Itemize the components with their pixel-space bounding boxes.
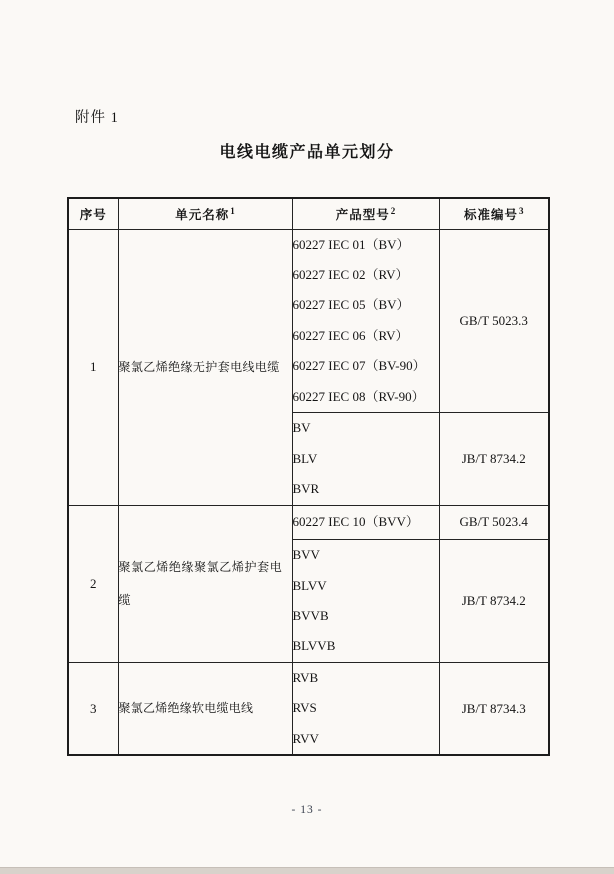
serial-number-cell: 2	[68, 505, 118, 662]
standard-number-cell: JB/T 8734.2	[439, 539, 549, 662]
standard-number-cell: GB/T 5023.3	[439, 229, 549, 412]
standard-number-cell: JB/T 8734.2	[439, 412, 549, 505]
unit-name-cell: 聚氯乙烯绝缘无护套电线电缆	[118, 229, 292, 505]
table-row	[68, 662, 549, 755]
product-model: BVR	[292, 481, 320, 497]
product-model: 60227 IEC 10（BVV）	[292, 514, 419, 530]
table-row	[68, 229, 549, 412]
column-header-unit-name	[118, 198, 292, 229]
header-footnote-ref: 2	[390, 205, 396, 216]
header-footnote-ref: 3	[519, 205, 524, 216]
product-model: 60227 IEC 05（BV）	[292, 297, 410, 313]
product-model: RVS	[292, 700, 317, 716]
product-models-cell	[292, 539, 439, 662]
standard-number-cell: JB/T 8734.3	[439, 662, 549, 755]
unit-name-cell: 聚氯乙烯绝缘聚氯乙烯护套电缆	[118, 505, 292, 662]
product-model: 60227 IEC 02（RV）	[292, 266, 409, 282]
header-label: 标准编号	[463, 207, 518, 222]
serial-number-cell: 1	[68, 229, 118, 505]
header-label: 单元名称	[175, 207, 230, 222]
attachment-label: 附件 1	[75, 110, 119, 126]
product-model: BLVV	[292, 577, 327, 593]
product-model: RVB	[292, 669, 319, 685]
document-title: 电线电缆产品单元划分	[219, 144, 395, 161]
product-model: 60227 IEC 08（RV-90）	[292, 388, 425, 404]
product-model: BLVVB	[292, 638, 336, 654]
table-row	[68, 505, 549, 539]
standard-number-cell: GB/T 5023.4	[439, 505, 549, 539]
product-model: BLV	[292, 450, 318, 466]
product-models-cell	[292, 412, 439, 505]
column-header-standard-no	[439, 198, 549, 229]
product-model: 60227 IEC 06（RV）	[292, 327, 409, 343]
product-model: 60227 IEC 01（BV）	[292, 236, 410, 252]
product-model: BVV	[292, 547, 320, 563]
product-model: BV	[292, 420, 311, 436]
serial-number-cell: 3	[68, 662, 118, 755]
product-unit-table	[67, 197, 550, 756]
product-model: 60227 IEC 07（BV-90）	[292, 358, 426, 374]
column-header-no	[68, 198, 118, 229]
header-label: 序号	[79, 207, 107, 222]
product-models-cell	[292, 505, 439, 539]
column-header-product-model	[292, 198, 439, 229]
header-footnote-ref: 1	[230, 205, 235, 216]
page-number: - 13 -	[291, 804, 323, 816]
header-label: 产品型号	[335, 207, 390, 222]
table-header-row	[68, 198, 549, 229]
unit-name-cell: 聚氯乙烯绝缘软电缆电线	[118, 662, 292, 755]
product-models-cell	[292, 229, 439, 412]
product-model: BVVB	[292, 607, 329, 623]
product-model: RVV	[292, 730, 319, 746]
product-models-cell	[292, 662, 439, 755]
